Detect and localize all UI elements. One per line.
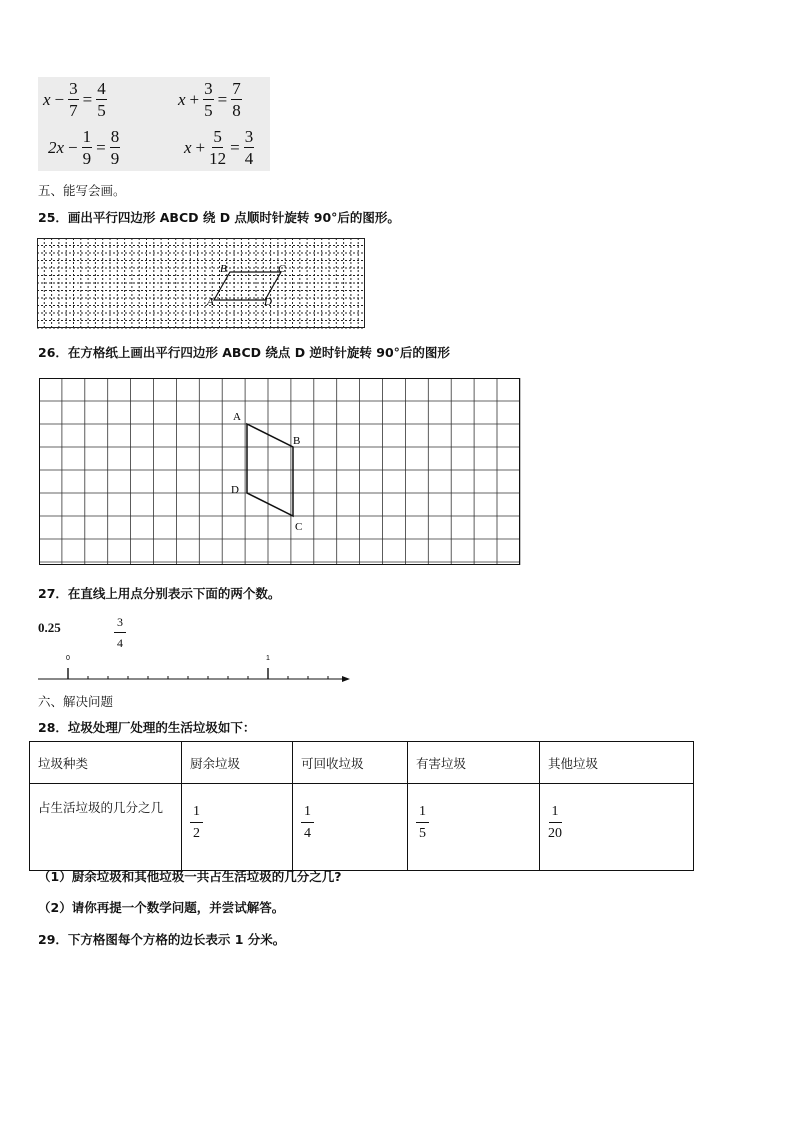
equation-variable: x [184, 137, 192, 157]
equation-variable: x [43, 89, 51, 109]
question-28-sub-2: （2）请你再提一个数学问题，并尝试解答。 [38, 900, 285, 915]
number-line[interactable] [36, 652, 354, 686]
vertex-label-b: B [220, 263, 227, 275]
table-header-cell: 可回收垃圾 [293, 742, 408, 784]
table-header-cell: 垃圾种类 [30, 742, 182, 784]
section-heading-6: 六、解决问题 [38, 694, 114, 709]
fraction: $\frac{3}{4}$ [244, 127, 254, 168]
equation-operator: + [189, 89, 200, 109]
question-27-text: 27．在直线上用点分别表示下面的两个数。 [38, 586, 281, 601]
square-grid-q26[interactable] [39, 378, 522, 567]
question-25-text: 25．画出平行四边形 ABCD 绕 D 点顺时针旋转 90°后的图形。 [38, 210, 400, 225]
vertex-label-d: D [231, 484, 239, 496]
equation-operator: − [54, 89, 65, 109]
equation-4 [184, 128, 254, 167]
vertex-label-a: A [207, 296, 214, 308]
fraction: $\frac{3}{7}$ [69, 79, 78, 120]
vertex-label-c: C [278, 263, 286, 275]
table-cell: $\frac{1}{5}$ [408, 784, 540, 871]
fraction: $\frac{1}{9}$ [82, 127, 92, 168]
section-heading-5: 五、能写会画。 [38, 183, 126, 198]
fraction: $\frac{7}{8}$ [232, 79, 241, 120]
table-row-label: 占生活垃圾的几分之几 [30, 784, 182, 871]
equation-operator: − [68, 137, 78, 157]
fraction: $\frac{3}{5}$ [204, 79, 213, 120]
equals-sign: = [82, 89, 93, 109]
question-29-text: 29．下方格图每个方格的边长表示 1 分米。 [38, 932, 286, 947]
table-header-cell: 其他垃圾 [540, 742, 694, 784]
equals-sign: = [230, 137, 240, 157]
table-header-cell: 厨余垃圾 [182, 742, 293, 784]
question-26-text: 26．在方格纸上画出平行四边形 ABCD 绕点 D 逆时针旋转 90°后的图形 [38, 345, 450, 360]
equation-1 [43, 80, 107, 119]
number-0-25: 0.25 [38, 620, 61, 635]
fraction: $\frac{5}{12}$ [209, 127, 227, 168]
table-cell: $\frac{1}{2}$ [182, 784, 293, 871]
equation-2 [178, 80, 242, 119]
equation-variable: 2x [48, 137, 65, 157]
table-header-cell: 有害垃圾 [408, 742, 540, 784]
waste-table [29, 741, 694, 871]
table-cell: $\frac{1}{20}$ [540, 784, 694, 871]
equals-sign: = [96, 137, 106, 157]
equation-3 [48, 128, 120, 167]
table-cell: $\frac{1}{4}$ [293, 784, 408, 871]
vertex-label-d: D [264, 296, 272, 308]
tick-label-1: 1 [266, 655, 270, 662]
equation-variable: x [178, 89, 186, 109]
table-header-row [30, 742, 694, 784]
vertex-label-c: C [295, 521, 303, 533]
vertex-label-a: A [233, 411, 241, 423]
fraction: $\frac{4}{5}$ [97, 79, 106, 120]
fraction: $\frac{8}{9}$ [110, 127, 120, 168]
question-28-text: 28．垃圾处理厂处理的生活垃圾如下： [38, 720, 256, 735]
equation-operator: + [195, 137, 206, 157]
tick-label-0: 0 [66, 655, 70, 662]
arrow-right-icon [342, 676, 350, 682]
question-28-sub-1: （1）厨余垃圾和其他垃圾一共占生活垃圾的几分之几? [38, 869, 342, 884]
grid-border [40, 379, 520, 565]
dotted-grid-q25[interactable] [37, 238, 367, 330]
table-row [30, 784, 694, 871]
fraction-three-quarters: $\frac{3}{4}$ [114, 611, 126, 651]
equals-sign: = [217, 89, 228, 109]
vertex-label-b: B [293, 435, 301, 447]
